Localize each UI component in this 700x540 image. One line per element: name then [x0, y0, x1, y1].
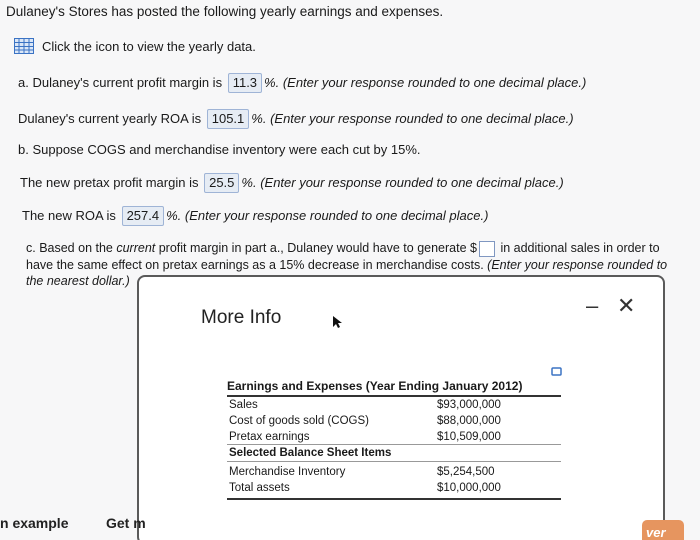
row-label: Merchandise Inventory	[229, 466, 346, 478]
new-pretax-margin-answer[interactable]: 25.5	[204, 173, 239, 193]
question-c-part1: c. Based on the	[26, 241, 117, 255]
mouse-cursor-icon	[331, 315, 343, 329]
question-c-hint: (Enter your response rounded to the nearest dollar.)	[26, 257, 668, 288]
intro-text: Dulaney's Stores has posted the following yearly earnings and expenses.	[6, 4, 444, 19]
section-heading: Selected Balance Sheet Items	[227, 445, 561, 462]
question-b2-line	[22, 206, 488, 226]
answer-button[interactable]: ver	[642, 520, 684, 540]
question-a-line	[18, 73, 586, 93]
table-row	[227, 397, 561, 413]
question-b2-hint: %. (Enter your response rounded to one decimal place.)	[166, 208, 489, 223]
close-button[interactable]: ✕	[617, 293, 636, 318]
view-data-label[interactable]: Click the icon to view the yearly data.	[42, 38, 256, 54]
row-value: $93,000,000	[437, 399, 501, 411]
question-a2-line	[18, 109, 574, 129]
question-c-part3: in additional sales in order to have the same effect on pretax earnings as a 15% decrease in merchandise costs.	[26, 241, 660, 272]
dialog-title: More Info	[201, 307, 282, 328]
row-value: $10,000,000	[437, 482, 501, 494]
minimize-button[interactable]: –	[586, 293, 599, 318]
row-label: Total assets	[229, 482, 290, 494]
table-row	[227, 429, 561, 445]
row-value: $88,000,000	[437, 415, 501, 427]
copy-icon[interactable]	[551, 367, 563, 377]
row-value: $10,509,000	[437, 431, 501, 443]
table-row	[227, 413, 561, 429]
question-a2-hint: %. (Enter your response rounded to one decimal place.)	[251, 111, 574, 126]
help-example-button[interactable]: n example	[0, 515, 69, 531]
question-c-italic: current	[116, 241, 156, 255]
question-b1-line	[20, 173, 564, 193]
question-b-text: b. Suppose COGS and merchandise inventory were each cut by 15%.	[18, 142, 421, 157]
roa-answer[interactable]: 105.1	[207, 109, 250, 129]
get-more-help-button[interactable]: Get m	[106, 515, 146, 531]
row-label: Pretax earnings	[229, 431, 310, 443]
row-label: Cost of goods sold (COGS)	[229, 415, 369, 427]
earnings-table	[227, 379, 561, 500]
question-a-hint: %. (Enter your response rounded to one decimal place.)	[264, 75, 587, 90]
question-a2-text: Dulaney's current yearly ROA is	[18, 111, 202, 126]
question-b1-text: The new pretax profit margin is	[20, 175, 199, 190]
new-roa-answer[interactable]: 257.4	[122, 206, 165, 226]
row-label: Sales	[229, 399, 258, 411]
question-b1-hint: %. (Enter your response rounded to one decimal place.)	[241, 175, 564, 190]
table-grid-icon[interactable]	[14, 38, 34, 54]
question-a-text: a. Dulaney's current profit margin is	[18, 75, 223, 90]
table-row	[227, 480, 561, 496]
question-b2-text: The new ROA is	[22, 208, 116, 223]
profit-margin-answer[interactable]: 11.3	[228, 73, 262, 93]
view-data-link[interactable]	[14, 38, 256, 54]
question-c-part2: profit margin in part a., Dulaney would have to generate $	[155, 241, 477, 255]
table-title: Earnings and Expenses (Year Ending January 2012)	[227, 379, 561, 397]
table-row	[227, 464, 561, 480]
more-info-dialog	[137, 275, 665, 540]
row-value: $5,254,500	[437, 466, 495, 478]
additional-sales-input[interactable]	[479, 241, 495, 257]
table-bottom-rule	[227, 496, 561, 500]
